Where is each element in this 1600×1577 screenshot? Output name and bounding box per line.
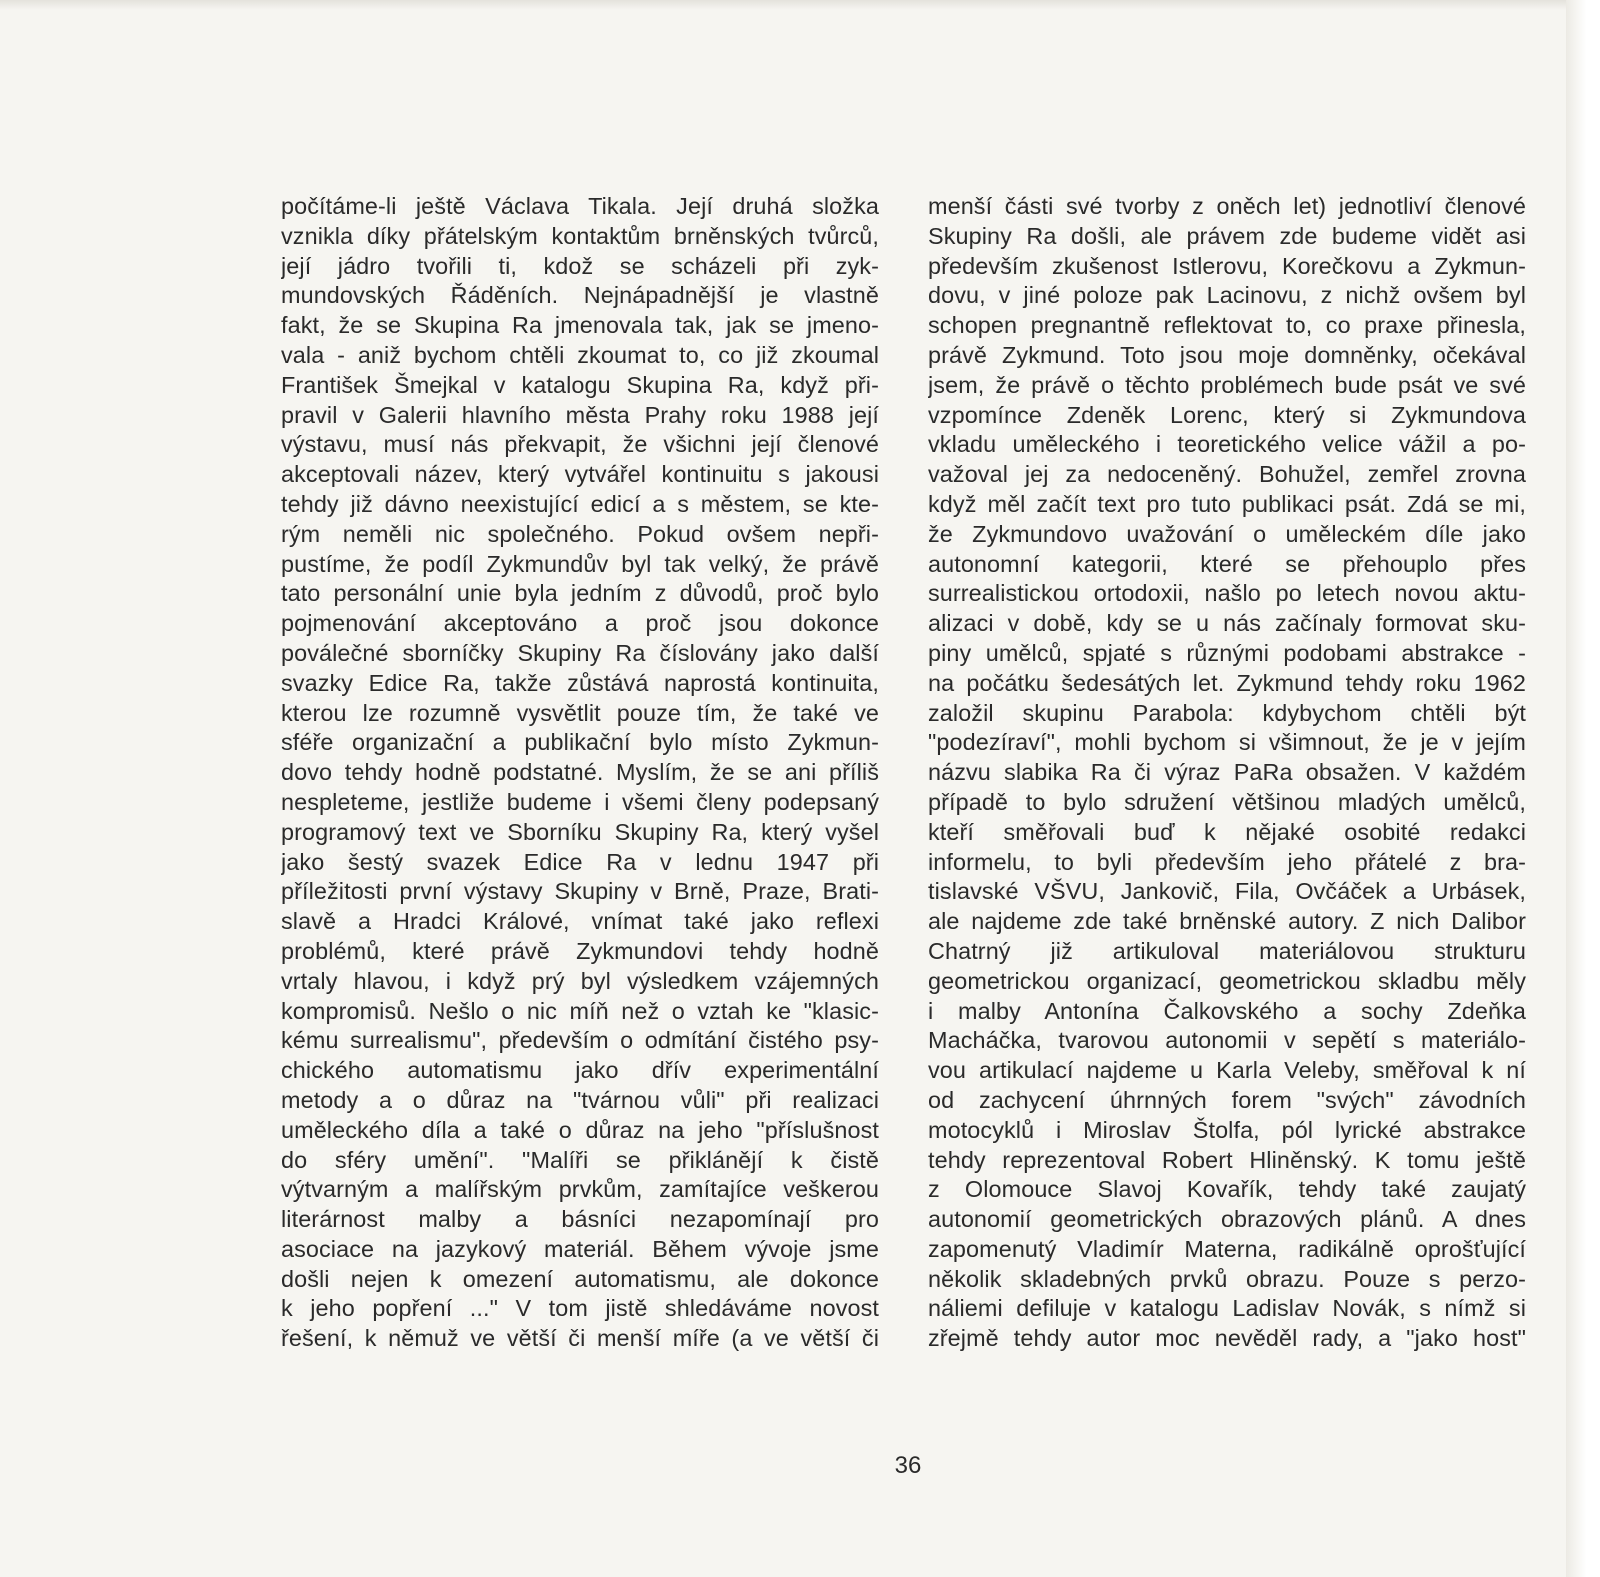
text-line: počítáme-li ještě Václava Tikala. Její druhá složka	[281, 193, 879, 219]
text-line: vou artikulací najdeme u Karla Veleby, směřoval k ní	[928, 1057, 1526, 1084]
text-line: autonomií geometrických obrazových plánů. A dnes	[928, 1206, 1526, 1233]
text-line: vzpomínce Zdeněk Lorenc, který si Zykmundova	[928, 401, 1526, 428]
text-line: asociace na jazykový materiál. Během vývoje jsme	[281, 1235, 879, 1262]
text-line: važoval jej za nedoceněný. Bohužel, zemřel zrovna	[928, 461, 1526, 488]
text-line: mundovských Řáděních. Nejnápadnější je vlastně	[281, 282, 879, 309]
text-line: založil skupinu Parabola: kdybychom chtěli být	[928, 699, 1526, 726]
text-line: "podezíraví", mohli bychom si všimnout, že je v jejím	[928, 729, 1526, 756]
text-line: Macháčka, tvarovou autonomii v sepětí s materiálo-	[928, 1027, 1526, 1054]
text-line: od zachycení úhrnných forem "svých" závodních	[928, 1086, 1526, 1113]
text-line: geometrickou organizací, geometrickou skladbu měly	[928, 967, 1526, 994]
text-line: ale najdeme zde také brněnské autory. Z nich Dalibor	[928, 908, 1526, 935]
text-line: především zkušenost Istlerovu, Korečkovu a Zykmun-	[928, 252, 1526, 279]
text-line: chického automatismu jako dřív experimentální	[281, 1057, 879, 1084]
text-line: nespleteme, jestliže budeme i všemi členy podepsaný	[281, 788, 879, 815]
text-line: pravil v Galerii hlavního města Prahy roku 1988 její	[281, 401, 879, 428]
text-line: že Zykmundovo uvažování o uměleckém díle jako	[928, 520, 1526, 547]
text-line: schopen pregnantně reflektovat to, co praxe přinesla,	[928, 312, 1526, 339]
text-line: došli nejen k omezení automatismu, ale dokonce	[281, 1265, 879, 1292]
text-line: vznikla díky přátelským kontaktům brněnských tvůrců,	[281, 222, 879, 249]
text-line: tato personální unie byla jedním z důvodů, proč bylo	[281, 580, 879, 607]
text-line: dovo tehdy hodně podstatné. Myslím, že se ani příliš	[281, 759, 879, 786]
text-line: výtvarným a malířským prvkům, zamítajíce veškerou	[281, 1176, 879, 1203]
text-line: metody a o důraz na "tvárnou vůli" při realizaci	[281, 1086, 879, 1113]
text-line: fakt, že se Skupina Ra jmenovala tak, jak se jmeno-	[281, 312, 879, 339]
text-line: poválečné sborníčky Skupiny Ra číslovány jako další	[281, 639, 879, 666]
text-line: informelu, to byli především jeho přátelé z bra-	[928, 848, 1526, 875]
page-edge	[1566, 0, 1600, 1577]
text-line: svazky Edice Ra, takže zůstává naprostá kontinuita,	[281, 669, 879, 696]
text-line: tehdy již dávno neexistující edicí a s městem, se kte-	[281, 490, 879, 517]
text-line: vala - aniž bychom chtěli zkoumat to, co již zkoumal	[281, 341, 879, 368]
text-line: z Olomouce Slavoj Kovařík, tehdy také zaujatý	[928, 1176, 1526, 1203]
text-line: vkladu uměleckého i teoretického velice vážil a po-	[928, 431, 1526, 458]
text-line: kému surrealismu", především o odmítání čistého psy-	[281, 1027, 879, 1054]
text-line: literárnost malby a básníci nezapomínají pro	[281, 1206, 879, 1233]
text-line: kterou lze rozumně vysvětlit pouze tím, že také ve	[281, 699, 879, 726]
text-line: slavě a Hradci Králové, vnímat také jako reflexi	[281, 908, 879, 935]
text-line: pojmenování akceptováno a proč jsou dokonce	[281, 610, 879, 637]
text-line: zapomenutý Vladimír Materna, radikálně oprošťující	[928, 1235, 1526, 1262]
text-line: výstavu, musí nás překvapit, že všichni její členové	[281, 431, 879, 458]
text-line: sféře organizační a publikační bylo místo Zykmun-	[281, 729, 879, 756]
page-number: 36	[894, 1452, 922, 1479]
text-line: rým neměli nic společného. Pokud ovšem nepři-	[281, 520, 879, 547]
text-line: příležitosti první výstavy Skupiny v Brně, Praze, Brati-	[281, 878, 879, 905]
text-line: akceptovali název, který vytvářel kontinuitu s jakousi	[281, 461, 879, 488]
text-line: programový text ve Sborníku Skupiny Ra, který vyšel	[281, 818, 879, 845]
text-line: uměleckého díla a také o důraz na jeho "příslušnost	[281, 1116, 879, 1143]
text-line: tislavské VŠVU, Jankovič, Fila, Ovčáček a Urbásek,	[928, 878, 1526, 905]
text-line: piny umělců, spjaté s různými podobami abstrakce -	[928, 639, 1526, 666]
text-line: dovu, v jiné poloze pak Lacinovu, z nichž ovšem byl	[928, 282, 1526, 309]
text-line: menší části své tvorby z oněch let) jednotliví členové	[928, 193, 1526, 219]
text-line: na počátku šedesátých let. Zykmund tehdy roku 1962	[928, 669, 1526, 696]
text-line: surrealistickou ortodoxii, našlo po letech novou aktu-	[928, 580, 1526, 607]
text-line: případě to bylo sdružení většinou mladých umělců,	[928, 788, 1526, 815]
text-line: Skupiny Ra došli, ale právem zde budeme vidět asi	[928, 222, 1526, 249]
text-line: problémů, které právě Zykmundovi tehdy hodně	[281, 937, 879, 964]
text-line: názvu slabika Ra či výraz PaRa obsažen. V každém	[928, 759, 1526, 786]
text-line: alizaci v době, kdy se u nás začínaly formovat sku-	[928, 610, 1526, 637]
text-line: kompromisů. Nešlo o nic míň než o vztah ke "klasic-	[281, 997, 879, 1024]
right-text-column	[928, 192, 1526, 1354]
text-line: řešení, k němuž ve větší či menší míře (a ve větší či	[281, 1325, 879, 1352]
left-text-column	[281, 192, 879, 1354]
page-top-shadow	[0, 0, 1600, 10]
text-line: její jádro tvořili ti, kdož se scházeli při zyk-	[281, 252, 879, 279]
text-line: kteří směřovali buď k nějaké osobité redakci	[928, 818, 1526, 845]
text-line: i malby Antonína Čalkovského a sochy Zdeňka	[928, 997, 1526, 1024]
text-line: zřejmě tehdy autor moc nevěděl rady, a "jako host"	[928, 1325, 1526, 1352]
text-line: právě Zykmund. Toto jsou moje domněnky, očekával	[928, 341, 1526, 368]
text-line: Chatrný již artikuloval materiálovou strukturu	[928, 937, 1526, 964]
text-line: několik skladebných prvků obrazu. Pouze s perzo-	[928, 1265, 1526, 1292]
text-line: do sféry umění". "Malíři se přiklánějí k čistě	[281, 1146, 879, 1173]
text-line: tehdy reprezentoval Robert Hliněnský. K tomu ještě	[928, 1146, 1526, 1173]
text-line: jako šestý svazek Edice Ra v lednu 1947 při	[281, 848, 879, 875]
text-line: motocyklů i Miroslav Štolfa, pól lyrické abstrakce	[928, 1116, 1526, 1143]
text-line: když měl začít text pro tuto publikaci psát. Zdá se mi,	[928, 490, 1526, 517]
text-line: vrtaly hlavou, i když prý byl výsledkem vzájemných	[281, 967, 879, 994]
text-line: jsem, že právě o těchto problémech bude psát ve své	[928, 371, 1526, 398]
text-line: náliemi defiluje v katalogu Ladislav Novák, s nímž si	[928, 1295, 1526, 1322]
text-line: k jeho popření ..." V tom jistě shledáváme novost	[281, 1295, 879, 1322]
text-line: František Šmejkal v katalogu Skupina Ra, když při-	[281, 371, 879, 398]
text-line: autonomní kategorii, které se přehouplo přes	[928, 550, 1526, 577]
text-line: pustíme, že podíl Zykmundův byl tak velký, že právě	[281, 550, 879, 577]
